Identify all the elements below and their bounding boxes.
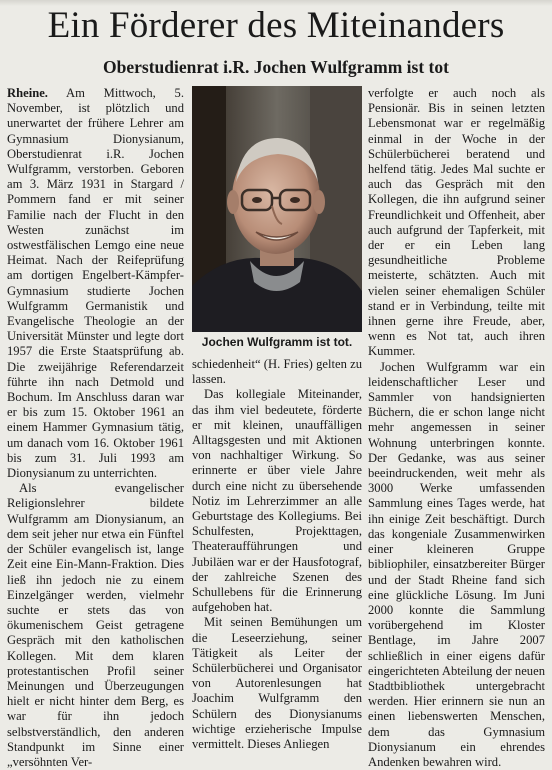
paragraph: verfolgte er auch noch als Pensionär. Bis in seinen letzten Lebensmonat war er regelmäßig einmal in der Woche in der Schülerbücherei beratend und helfend tätig. Jedes Mal suchte er auch das Gespräch mit den Kollegen, die ihn aufgrund seiner Freundlichkeit und Offenheit, aber auch aufgrund der Tapferkeit, mit der er ein Leben lang gesundheitliche Probleme meisterte, schätzten. Auch mit vielen seiner ehemaligen Schüler stand er in Verbindung, teilte mit ihnen gerne ihre Freude, aber, wenn es Not tat, auch ihren Kummer. (368, 86, 545, 359)
portrait-image (192, 86, 362, 332)
text-column-2 (192, 357, 362, 752)
paragraph-text: Am Mittwoch, 5. November, ist plötzlich und unerwartet der frühere Lehrer am Gymnasium Dionysianum, Oberstudienrat i.R. Jochen Wulfgramm, verstorben. Geboren am 3. März 1931 in Stargard / Pommern fand er mit seiner Familie nach der Flucht in den Westen zunächst im ostwestfälischen Lemgo eine neue Heimat. Nach der Reifeprüfung am dortigen Engelbert-Kämpfer-Gymnasium studierte Jochen Wulfgramm Germanistik und Evangelische Theologie an der Universität Münster und legte dort 1957 die Erste Staatsprüfung ab. Die zweijährige Referendarzeit führte ihn nach Detmold und Bochum. Im Anschluss daran war er bis zum 15. Oktober 1961 an einem Hammer Gymnasium tätig, um danach vom 16. Oktober 1961 bis zum 31. Juli 1993 am Dionysianum zu unterrichten. (7, 86, 184, 481)
portrait-photo (192, 86, 362, 332)
paragraph: Als evangelischer Religionslehrer bildete Wulfgramm am Dionysianum, an dem seit jeher nur etwa ein Fünftel der Schüler evangelisch ist, lange Zeit eine Ein-Mann-Fraktion. Dies ließ ihn jedoch nie zu einem Einzelgänger werden, vielmehr suchte er stets das von ökumenischem Geist getragene Gespräch mit den katholischen Kollegen. Mit dem klaren protestantischen Profil seiner Meinungen und Überzeugungen hielt er nicht hinter dem Berg, es war für ihn jedoch selbstverständlich, den anderen Standpunkt im Sinne einer „versöhnten Ver- (7, 481, 184, 769)
paragraph: schiedenheit“ (H. Fries) gelten zu lassen. (192, 357, 362, 387)
text-column-1 (7, 86, 184, 769)
article-subheadline: Oberstudienrat i.R. Jochen Wulfgramm ist tot (103, 57, 449, 77)
paragraph: Jochen Wulfgramm war ein leidenschaftlicher Leser und Sammler von handsignierten Büchern, die er schon lange nicht mehr angemessen in seiner Wohnung unterbringen konnte. Der Gedanke, was aus seiner beeindruckenden, weit mehr als 3000 Werke umfassenden Sammlung eines Tages werde, hat ihn einige Zeit beschäftigt. Durch das kongeniale Zusammenwirken einer kleineren Gruppe bibliophiler, einsatzbereiter Bürger und der Stadt Rheine fand sich eine glückliche Lösung. Im Juni 2000 konnte die Sammlung vorübergehend im Kloster Bentlage, im Jahre 2007 schließlich in einer eigens dafür eingerichteten Abteilung der neuen Stadtbibliothek untergebracht werden. Hier erinnern sie nun an einen liebenswerten Menschen, dem das Gymnasium Dionysianum ein ehrendes Andenken bewahren wird. (368, 359, 545, 769)
paragraph (7, 86, 184, 481)
photo-caption: Jochen Wulfgramm ist tot. (201, 335, 353, 349)
article-headline: Ein Förderer des Miteinanders (47, 5, 505, 46)
paragraph: Das kollegiale Miteinander, das ihm viel bedeutete, förderte er mit kleinen, unauffälligen Alltagsgesten und mit Aktionen von nachhaltiger Wirkung. So erinnerte er über viele Jahre durch eine nicht zu übersehende Notiz im Lehrerzimmer an alle Geburtstage des Kollegiums. Bei Schulfesten, Projekttagen, Theateraufführungen und Jubiläen war er der Hausfotograf, der zahlreiche Szenen des Schullebens für die Erinnerung aufgehoben hat. (192, 387, 362, 615)
paragraph: Mit seinen Bemühungen um die Leseerziehung, seiner Tätigkeit als Leiter der Schülerbücherei und Organisator von Autorenlesungen hat Joachim Wulfgramm den Schülern des Dionysianums wichtige erzieherische Impulse vermittelt. Dieses Anliegen (192, 615, 362, 752)
dateline: Rheine. (7, 86, 48, 100)
text-column-3 (368, 86, 545, 769)
